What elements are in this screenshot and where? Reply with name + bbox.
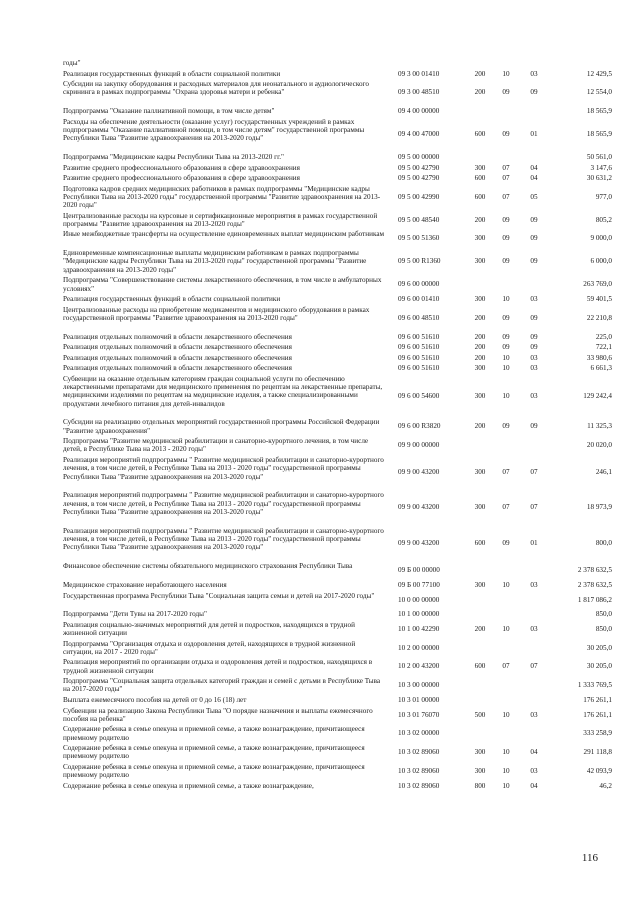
row-code: 09 6 00 51610	[398, 332, 440, 341]
table-row	[0, 592, 640, 609]
row-amount: 42 093,9	[586, 766, 612, 775]
table-row	[0, 230, 640, 247]
table-row	[0, 118, 640, 151]
row-code: 09 5 00 R1360	[398, 257, 441, 266]
row-section: 07	[502, 468, 510, 476]
row-code: 09 9 00 43200	[398, 468, 440, 476]
row-amount: 291 118,8	[583, 748, 612, 757]
table-row	[0, 185, 640, 210]
row-expense-type: 200	[474, 215, 486, 224]
row-section: 10	[502, 710, 510, 719]
row-subsection: 09	[530, 332, 538, 341]
row-expense-type: 600	[474, 174, 486, 182]
table-row	[0, 677, 640, 694]
row-amount: 246,1	[595, 468, 612, 476]
row-amount: 333 258,9	[583, 729, 612, 738]
table-row	[0, 456, 640, 489]
row-code: 10 3 01 00000	[398, 696, 440, 704]
table-row	[0, 763, 640, 780]
row-expense-type: 300	[474, 766, 486, 775]
table-row	[0, 306, 640, 331]
table-row	[0, 295, 640, 303]
row-description: Субвенции на оказание отдельным категориям граждан социальной услуги по обеспечению лекарственными препаратами для медицинского применения по рецептам на лекарственные препараты, медицинскими изделиями по рецептам на медицинские изделия, а также специализированными продуктами лечебного питания для детей-инвалидов	[63, 374, 383, 408]
table-row	[0, 364, 640, 372]
row-code: 09 4 00 47000	[398, 129, 440, 138]
row-expense-type: 300	[474, 581, 486, 589]
row-section: 10	[502, 364, 510, 373]
row-amount: 1 333 769,5	[577, 681, 612, 690]
row-code: 09 5 00 42790	[398, 163, 440, 172]
row-section: 09	[502, 234, 510, 243]
page-number: 116	[581, 852, 598, 864]
table-row	[0, 562, 640, 579]
row-subsection: 03	[530, 581, 538, 589]
row-description: Субвенции на реализацию Закона Республики Тыва "О порядке назначения и выплаты ежемесячного пособия на ребенка"	[63, 706, 373, 723]
row-code: 10 2 00 00000	[398, 643, 440, 652]
row-description: Реализация государственных функций в области социальной политики	[63, 295, 281, 304]
table-row	[0, 621, 640, 638]
row-code: 09 9 00 43200	[398, 503, 440, 512]
row-section: 09	[502, 332, 510, 341]
row-amount: 6 000,0	[590, 257, 612, 266]
row-description: Реализация мероприятий подпрограммы " Развитие медицинской реабилитации и санаторно-курортного лечения, в том числе детей, в Республике Тыва на 2013 - 2020 годы" государственной программы Республики Тыва "Развитие здравоохранения на 2013-2020 годы"	[63, 491, 384, 516]
row-subsection: 09	[530, 257, 538, 266]
row-code: 09 9 00 43200	[398, 538, 440, 547]
row-code: 09 5 00 00000	[398, 153, 440, 161]
row-section: 10	[502, 295, 510, 304]
row-section: 09	[502, 257, 510, 266]
row-expense-type: 200	[474, 422, 486, 431]
row-section: 10	[502, 766, 510, 775]
row-subsection: 01	[530, 129, 538, 138]
table-row	[0, 696, 640, 704]
row-section: 07	[502, 662, 510, 671]
row-amount: 59 401,5	[586, 295, 612, 304]
row-amount: 129 242,4	[583, 391, 612, 400]
row-section: 07	[502, 503, 510, 512]
row-amount: 6 661,3	[590, 364, 612, 373]
row-expense-type: 300	[474, 503, 486, 512]
table-row	[0, 343, 640, 351]
row-code: 09 5 00 51360	[398, 234, 440, 243]
row-description: Субсидии на закупку оборудования и расходных материалов для неонатального и аудиологического скрининга в рамках подпрограммы "Охрана здоровья матери и ребенка"	[63, 80, 369, 97]
table-row	[0, 80, 640, 105]
row-subsection: 03	[530, 364, 538, 373]
row-amount: 225,0	[595, 332, 612, 341]
row-section: 09	[502, 88, 510, 96]
row-expense-type: 200	[474, 624, 486, 633]
table-row	[0, 153, 640, 161]
table-row	[0, 527, 640, 560]
row-description: Финансовое обеспечение системы обязательного медицинского страхования Республики Тыва	[63, 562, 353, 571]
row-description: Иные межбюджетные трансферты на осуществление единовременных выплат медицинским работникам	[63, 230, 385, 239]
table-row	[0, 276, 640, 293]
row-amount: 22 210,8	[586, 313, 612, 322]
table-row	[0, 375, 640, 417]
row-description: Реализация отдельных полномочий в области лекарственного обеспечения	[63, 364, 292, 373]
row-section: 10	[502, 353, 510, 362]
row-code: 09 3 00 48510	[398, 88, 440, 96]
row-amount: 33 980,6	[586, 353, 612, 362]
row-description: Подпрограмма "Организация отдыха и оздоровления детей, находящихся в трудной жизненной ситуации, на 2017 - 2020 годы"	[63, 639, 356, 656]
row-subsection: 09	[530, 343, 538, 352]
table-row	[0, 744, 640, 761]
row-subsection: 09	[530, 88, 538, 96]
row-section: 10	[502, 581, 510, 589]
row-code: 10 3 02 00000	[398, 729, 440, 738]
row-subsection: 03	[530, 353, 538, 362]
row-expense-type: 300	[474, 234, 486, 243]
row-amount: 11 325,3	[587, 422, 612, 431]
row-expense-type: 500	[474, 710, 486, 719]
row-amount: 176 261,1	[583, 696, 612, 704]
row-expense-type: 200	[474, 332, 486, 341]
row-subsection: 03	[530, 391, 538, 400]
row-description: Государственная программа Республики Тыва "Социальная защита семьи и детей на 2017-2020 годы"	[63, 591, 375, 600]
row-amount: 30 205,0	[586, 643, 612, 652]
table-row	[0, 174, 640, 182]
row-amount: 176 261,1	[583, 710, 612, 719]
table-row	[0, 640, 640, 657]
row-section: 07	[502, 192, 510, 201]
row-section: 10	[502, 624, 510, 633]
table-row	[0, 107, 640, 115]
row-code: 09 4 00 00000	[398, 107, 440, 116]
table-row	[0, 164, 640, 172]
row-amount: 850,0	[595, 610, 612, 619]
row-code: 09 6 00 R3820	[398, 422, 441, 431]
table-row	[0, 437, 640, 454]
row-code: 10 3 00 00000	[398, 681, 440, 690]
row-code: 09 Б 00 77100	[398, 581, 440, 589]
row-description: Реализация социально-значимых мероприятий для детей и подростков, находящихся в трудной жизненной ситуации	[63, 620, 355, 638]
row-subsection: 04	[530, 781, 538, 790]
row-section: 07	[502, 174, 510, 182]
row-amount: 30 205,0	[586, 662, 612, 671]
table-row	[0, 581, 640, 589]
row-amount: 18 973,9	[586, 503, 612, 512]
row-amount: 18 565,9	[586, 107, 612, 116]
row-section: 10	[502, 748, 510, 757]
row-expense-type: 800	[474, 781, 486, 790]
row-subsection: 09	[530, 422, 538, 431]
row-expense-type: 200	[474, 343, 486, 352]
table-row	[0, 658, 640, 675]
row-amount: 2 378 632,5	[577, 581, 612, 589]
row-description: Реализация мероприятий по организации отдыха и оздоровления детей и подростков, находящихся в трудной жизненной ситуации	[63, 658, 373, 675]
row-description: Содержание ребенка в семье опекуна и приемной семье, а также вознаграждение, причитающееся приемному родителю	[63, 744, 365, 761]
row-description: Подпрограмма "Медицинские кадры Республики Тыва на 2013-2020 гг."	[63, 153, 284, 161]
row-expense-type: 600	[474, 129, 486, 138]
row-description: Содержание ребенка в семье опекуна и приемной семье, а также вознаграждение, причитающееся приемному родителю	[63, 725, 365, 742]
row-expense-type: 300	[474, 364, 486, 373]
row-code: 10 3 02 89060	[398, 766, 440, 775]
table-row	[0, 70, 640, 78]
row-description: Реализация отдельных полномочий в области лекарственного обеспечения	[63, 343, 292, 352]
table-row	[0, 707, 640, 724]
row-description: Подпрограмма "Социальная защита отдельных категорий граждан и семей с детьми в Республике Тыва на 2017-2020 годы"	[63, 677, 381, 694]
row-subsection: 04	[530, 174, 538, 182]
row-subsection: 03	[530, 295, 538, 304]
row-amount: 977,0	[595, 192, 612, 201]
row-subsection: 01	[530, 538, 538, 547]
row-code: 10 1 00 42290	[398, 624, 440, 633]
row-expense-type: 600	[474, 662, 486, 671]
row-description: Подпрограмма "Оказание паллиативной помощи, в том числе детям"	[63, 107, 275, 116]
row-subsection: 04	[530, 163, 538, 172]
row-code: 10 3 01 76070	[398, 710, 440, 719]
table-row	[0, 212, 640, 229]
row-code: 10 0 00 00000	[398, 595, 440, 604]
row-section: 09	[502, 129, 510, 138]
row-expense-type: 300	[474, 295, 486, 304]
row-expense-type: 200	[474, 313, 486, 322]
row-description: Реализация отдельных полномочий в области лекарственного обеспечения	[63, 353, 292, 362]
row-subsection: 03	[530, 710, 538, 719]
table-row	[0, 249, 640, 274]
row-subsection: 07	[530, 503, 538, 512]
row-amount: 46,2	[599, 781, 612, 790]
row-expense-type: 300	[474, 257, 486, 266]
row-description: Содержание ребенка в семье опекуна и приемной семье, а также вознаграждение, причитающееся приемному родителю	[63, 762, 365, 780]
row-section: 09	[502, 538, 510, 547]
row-subsection: 09	[530, 313, 538, 322]
row-section: 09	[502, 215, 510, 224]
row-code: 09 5 00 48540	[398, 215, 440, 224]
table-row	[0, 333, 640, 341]
table-row	[0, 782, 640, 790]
row-amount: 9 000,0	[590, 234, 612, 243]
row-expense-type: 200	[474, 88, 486, 96]
row-section: 09	[502, 343, 510, 352]
row-description: Развитие среднего профессионального образования в сфере здравоохранения	[63, 163, 300, 172]
row-subsection: 03	[530, 766, 538, 775]
row-code: 10 3 02 89060	[398, 781, 440, 790]
row-amount: 12 429,5	[586, 69, 612, 78]
row-subsection: 03	[530, 624, 538, 633]
row-description: Централизованные расходы на курсовые и сертификационные мероприятия в рамках государственной программы "Развитие здравоохранения на 2013-2020 годы"	[63, 211, 378, 228]
row-amount: 2 378 632,5	[577, 566, 612, 575]
row-section: 10	[502, 781, 510, 790]
row-subsection: 09	[530, 234, 538, 243]
row-section: 09	[502, 422, 510, 431]
table-row	[0, 59, 640, 67]
row-code: 09 6 00 51610	[398, 353, 440, 362]
row-description: Реализация государственных функций в области социальной политики	[63, 69, 281, 78]
row-subsection: 09	[530, 215, 538, 224]
row-expense-type: 300	[474, 391, 486, 400]
row-code: 09 6 00 00000	[398, 280, 440, 289]
row-description: Реализация мероприятий подпрограммы " Развитие медицинской реабилитации и санаторно-курортного лечения, в том числе детей, в Республике Тыва на 2013 - 2020 годы" государственной программы Республики Тыва "Развитие здравоохранения на 2013-2020 годы"	[63, 526, 384, 552]
table-row	[0, 725, 640, 742]
row-code: 09 6 00 51610	[398, 343, 440, 352]
row-description: Подготовка кадров средних медицинских работников в рамках подпрограммы "Медицинские кадры Республики Тыва на 2013-2020 годы" государственной программы "Развитие здравоохранения на 2013-2020 годы"	[63, 184, 381, 210]
row-amount: 18 565,9	[586, 129, 612, 138]
row-code: 09 5 00 42990	[398, 192, 440, 201]
row-description: Медицинское страхование неработающего населения	[63, 581, 227, 589]
row-description: Подпрограмма "Развитие медицинской реабилитации и санаторно-курортного лечения, в том числе детей, в Республике Тыва на 2013 - 2020 годы"	[63, 437, 369, 454]
row-description: Развитие среднего профессионального образования в сфере здравоохранения	[63, 174, 300, 182]
row-code: 09 6 00 48510	[398, 313, 440, 322]
row-description: Реализация отдельных полномочий в области лекарственного обеспечения	[63, 332, 292, 341]
row-amount: 50 561,0	[586, 153, 612, 161]
row-amount: 722,1	[595, 343, 612, 352]
row-code: 10 1 00 00000	[398, 610, 440, 619]
row-description: Подпрограмма "Совершенствование системы лекарственного обеспечения, в том числе в амбулаторных условиях"	[63, 276, 382, 293]
row-subsection: 03	[530, 69, 538, 78]
row-code: 09 3 00 01410	[398, 69, 440, 78]
row-amount: 3 147,6	[590, 163, 612, 172]
row-code: 09 6 00 01410	[398, 295, 440, 304]
row-expense-type: 600	[474, 538, 486, 547]
table-row	[0, 418, 640, 435]
row-amount: 20 020,0	[586, 441, 612, 450]
row-description: Централизованные расходы на приобретение медикаментов и медицинского оборудования в рамках государственной программы "Развитие здравоохранения на 2013-2020 годы"	[63, 305, 370, 322]
table-row	[0, 354, 640, 362]
row-expense-type: 200	[474, 353, 486, 362]
row-section: 10	[502, 391, 510, 400]
row-amount: 805,2	[595, 215, 612, 224]
row-description: Содержание ребенка в семье опекуна и приемной семье, а также вознаграждение,	[63, 781, 314, 790]
row-subsection: 05	[530, 192, 538, 201]
row-amount: 263 769,0	[583, 280, 612, 289]
row-code: 09 5 00 42790	[398, 174, 440, 182]
row-expense-type: 600	[474, 192, 486, 201]
row-code: 09 Б 00 00000	[398, 566, 440, 575]
row-description: Подпрограмма "Дети Тувы на 2017-2020 годы"	[63, 610, 207, 619]
row-description: годы"	[63, 59, 81, 67]
row-expense-type: 200	[474, 69, 486, 78]
row-subsection: 07	[530, 662, 538, 671]
row-amount: 30 631,2	[586, 174, 612, 182]
table-row	[0, 610, 640, 618]
row-amount: 12 554,0	[586, 88, 612, 96]
row-code: 09 6 00 51610	[398, 364, 440, 373]
row-subsection: 07	[530, 468, 538, 476]
row-description: Единовременные компенсационные выплаты медицинским работникам в рамках подпрограммы "Медицинские кадры Республики Тыва на 2013-2020 годы" государственной программы "Развитие здравоохранения на 2013-2020 годы"	[63, 249, 367, 274]
row-description: Выплата ежемесячного пособия на детей от 0 до 16 (18) лет	[63, 696, 247, 704]
row-expense-type: 300	[474, 748, 486, 757]
row-code: 09 9 00 00000	[398, 441, 440, 450]
row-code: 09 6 00 54600	[398, 391, 440, 400]
row-expense-type: 300	[474, 163, 486, 172]
row-code: 10 3 02 89060	[398, 748, 440, 757]
row-section: 09	[502, 313, 510, 322]
row-section: 10	[502, 69, 510, 78]
row-description: Расходы на обеспечение деятельности (оказание услуг) государственных учреждений в рамках подпрограммы "Оказание паллиативной помощи, в том числе детям" государственной программы Республики Тыва "Развитие здравоохранения на 2013-2020 годы"	[63, 117, 365, 143]
row-description: Реализация мероприятий подпрограммы " Развитие медицинской реабилитации и санаторно-курортного лечения, в том числе детей, в Республике Тыва на 2013 - 2020 годы" государственной программы Республики Тыва "Развитие здравоохранения на 2013-2020 годы"	[63, 456, 384, 481]
row-section: 07	[502, 163, 510, 172]
row-amount: 1 817 086,2	[577, 595, 612, 604]
row-subsection: 04	[530, 748, 538, 757]
row-amount: 800,0	[595, 538, 612, 547]
row-description: Субсидии на реализацию отдельных мероприятий государственной программы Российской Федерации "Развитие здравоохранения"	[63, 418, 380, 435]
row-amount: 850,0	[595, 624, 612, 633]
table-row	[0, 491, 640, 524]
row-expense-type: 300	[474, 468, 486, 476]
row-code: 10 2 00 43200	[398, 662, 440, 671]
